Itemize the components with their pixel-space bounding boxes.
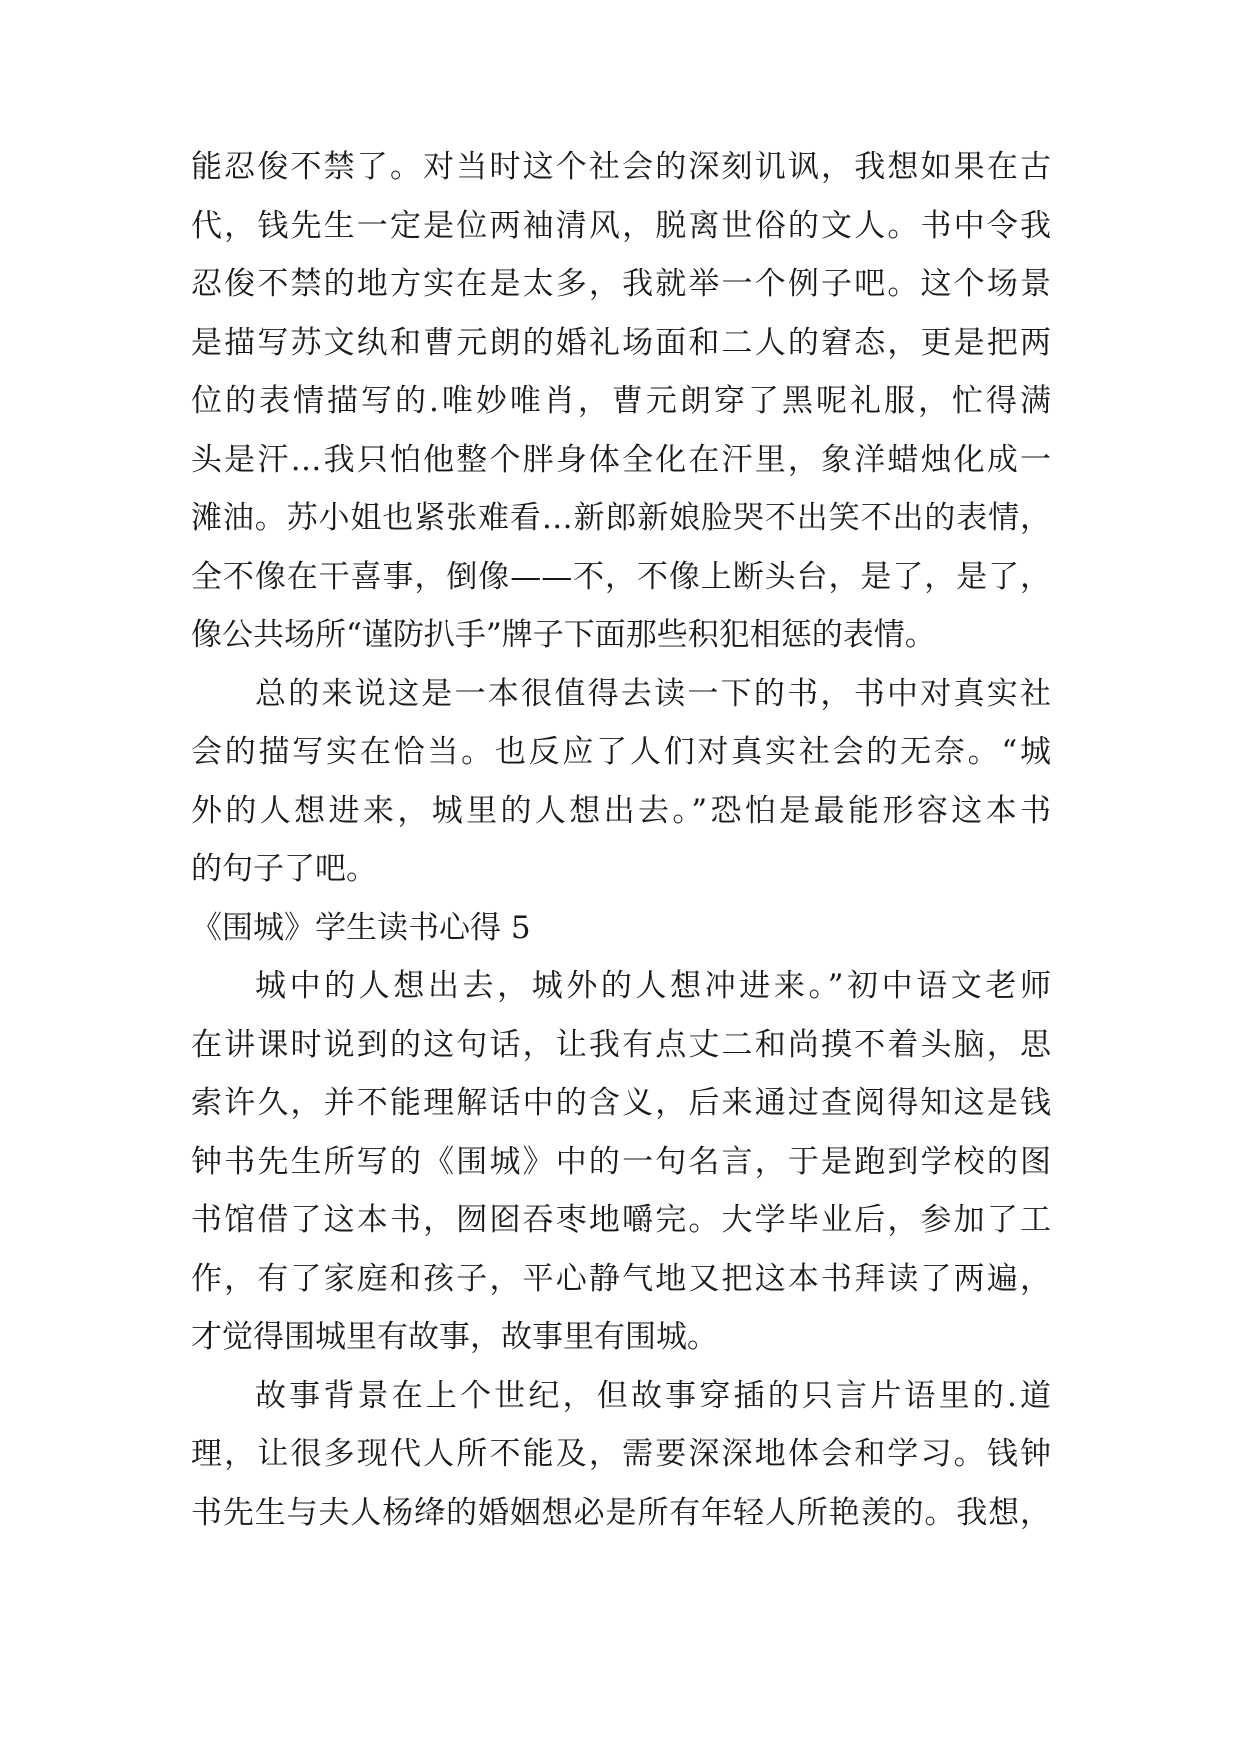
text-line: 头是汗…我只怕他整个胖身体全化在汗里，象洋蜡烛化成一 — [191, 441, 1051, 478]
text-line: 像公共场所“谨防扒手”牌子下面那些积犯相惩的表情。 — [191, 617, 936, 653]
text-line: 忍俊不禁的地方实在是太多，我就举一个例子吧。这个场景 — [191, 266, 1051, 302]
text-line: 书馆借了这本书，囫囵吞枣地嚼完。大学毕业后，参加了工 — [191, 1202, 1051, 1238]
text-line: 城中的人想出去，城外的人想冲进来。”初中语文老师 — [255, 968, 1051, 1004]
text-line: 作，有了家庭和孩子，平心静气地又把这本书拜读了两遍， — [191, 1260, 1051, 1297]
text-line: 在讲课时说到的这句话，让我有点丈二和尚摸不着头脑，思 — [191, 1026, 1051, 1063]
text-line: 总的来说这是一本很值得去读一下的书，书中对真实社 — [255, 675, 1051, 712]
text-line: 的句子了吧。 — [191, 851, 377, 887]
text-line: 索许久，并不能理解话中的含义，后来通过查阅得知这是钱 — [191, 1085, 1051, 1121]
text-line: 代，钱先生一定是位两袖清风，脱离世俗的文人。书中令我 — [191, 207, 1051, 244]
text-line: 全不像在干喜事，倒像——不，不像上断头台，是了，是了， — [191, 558, 1051, 595]
text-line: 才觉得围城里有故事，故事里有围城。 — [191, 1319, 718, 1355]
text-line: 会的描写实在恰当。也反应了人们对真实社会的无奈。“城 — [191, 734, 1051, 770]
text-line: 钟书先生所写的《围城》中的一句名言，于是跑到学校的图 — [191, 1143, 1051, 1180]
text-line: 故事背景在上个世纪，但故事穿插的只言片语里的.道 — [255, 1377, 1051, 1414]
text-line: 外的人想进来，城里的人想出去。”恐怕是最能形容这本书 — [191, 792, 1051, 829]
text-line: 书先生与夫人杨绛的婚姻想必是所有年轻人所艳羡的。我想， — [191, 1494, 1051, 1531]
text-line: 理，让很多现代人所不能及，需要深深地体会和学习。钱钟 — [191, 1436, 1051, 1472]
text-line: 能忍俊不禁了。对当时这个社会的深刻讥讽，我想如果在古 — [191, 149, 1051, 185]
text-line: 是描写苏文纨和曹元朗的婚礼场面和二人的窘态，更是把两 — [191, 324, 1051, 361]
text-line: 滩油。苏小姐也紧张难看…新郎新娘脸哭不出笑不出的表情， — [191, 500, 1051, 536]
document-body — [191, 138, 1051, 1542]
section-heading: 《围城》学生读书心得 5 — [191, 909, 531, 946]
text-line: 位的表情描写的.唯妙唯肖，曹元朗穿了黑呢礼服，忙得满 — [191, 383, 1051, 419]
